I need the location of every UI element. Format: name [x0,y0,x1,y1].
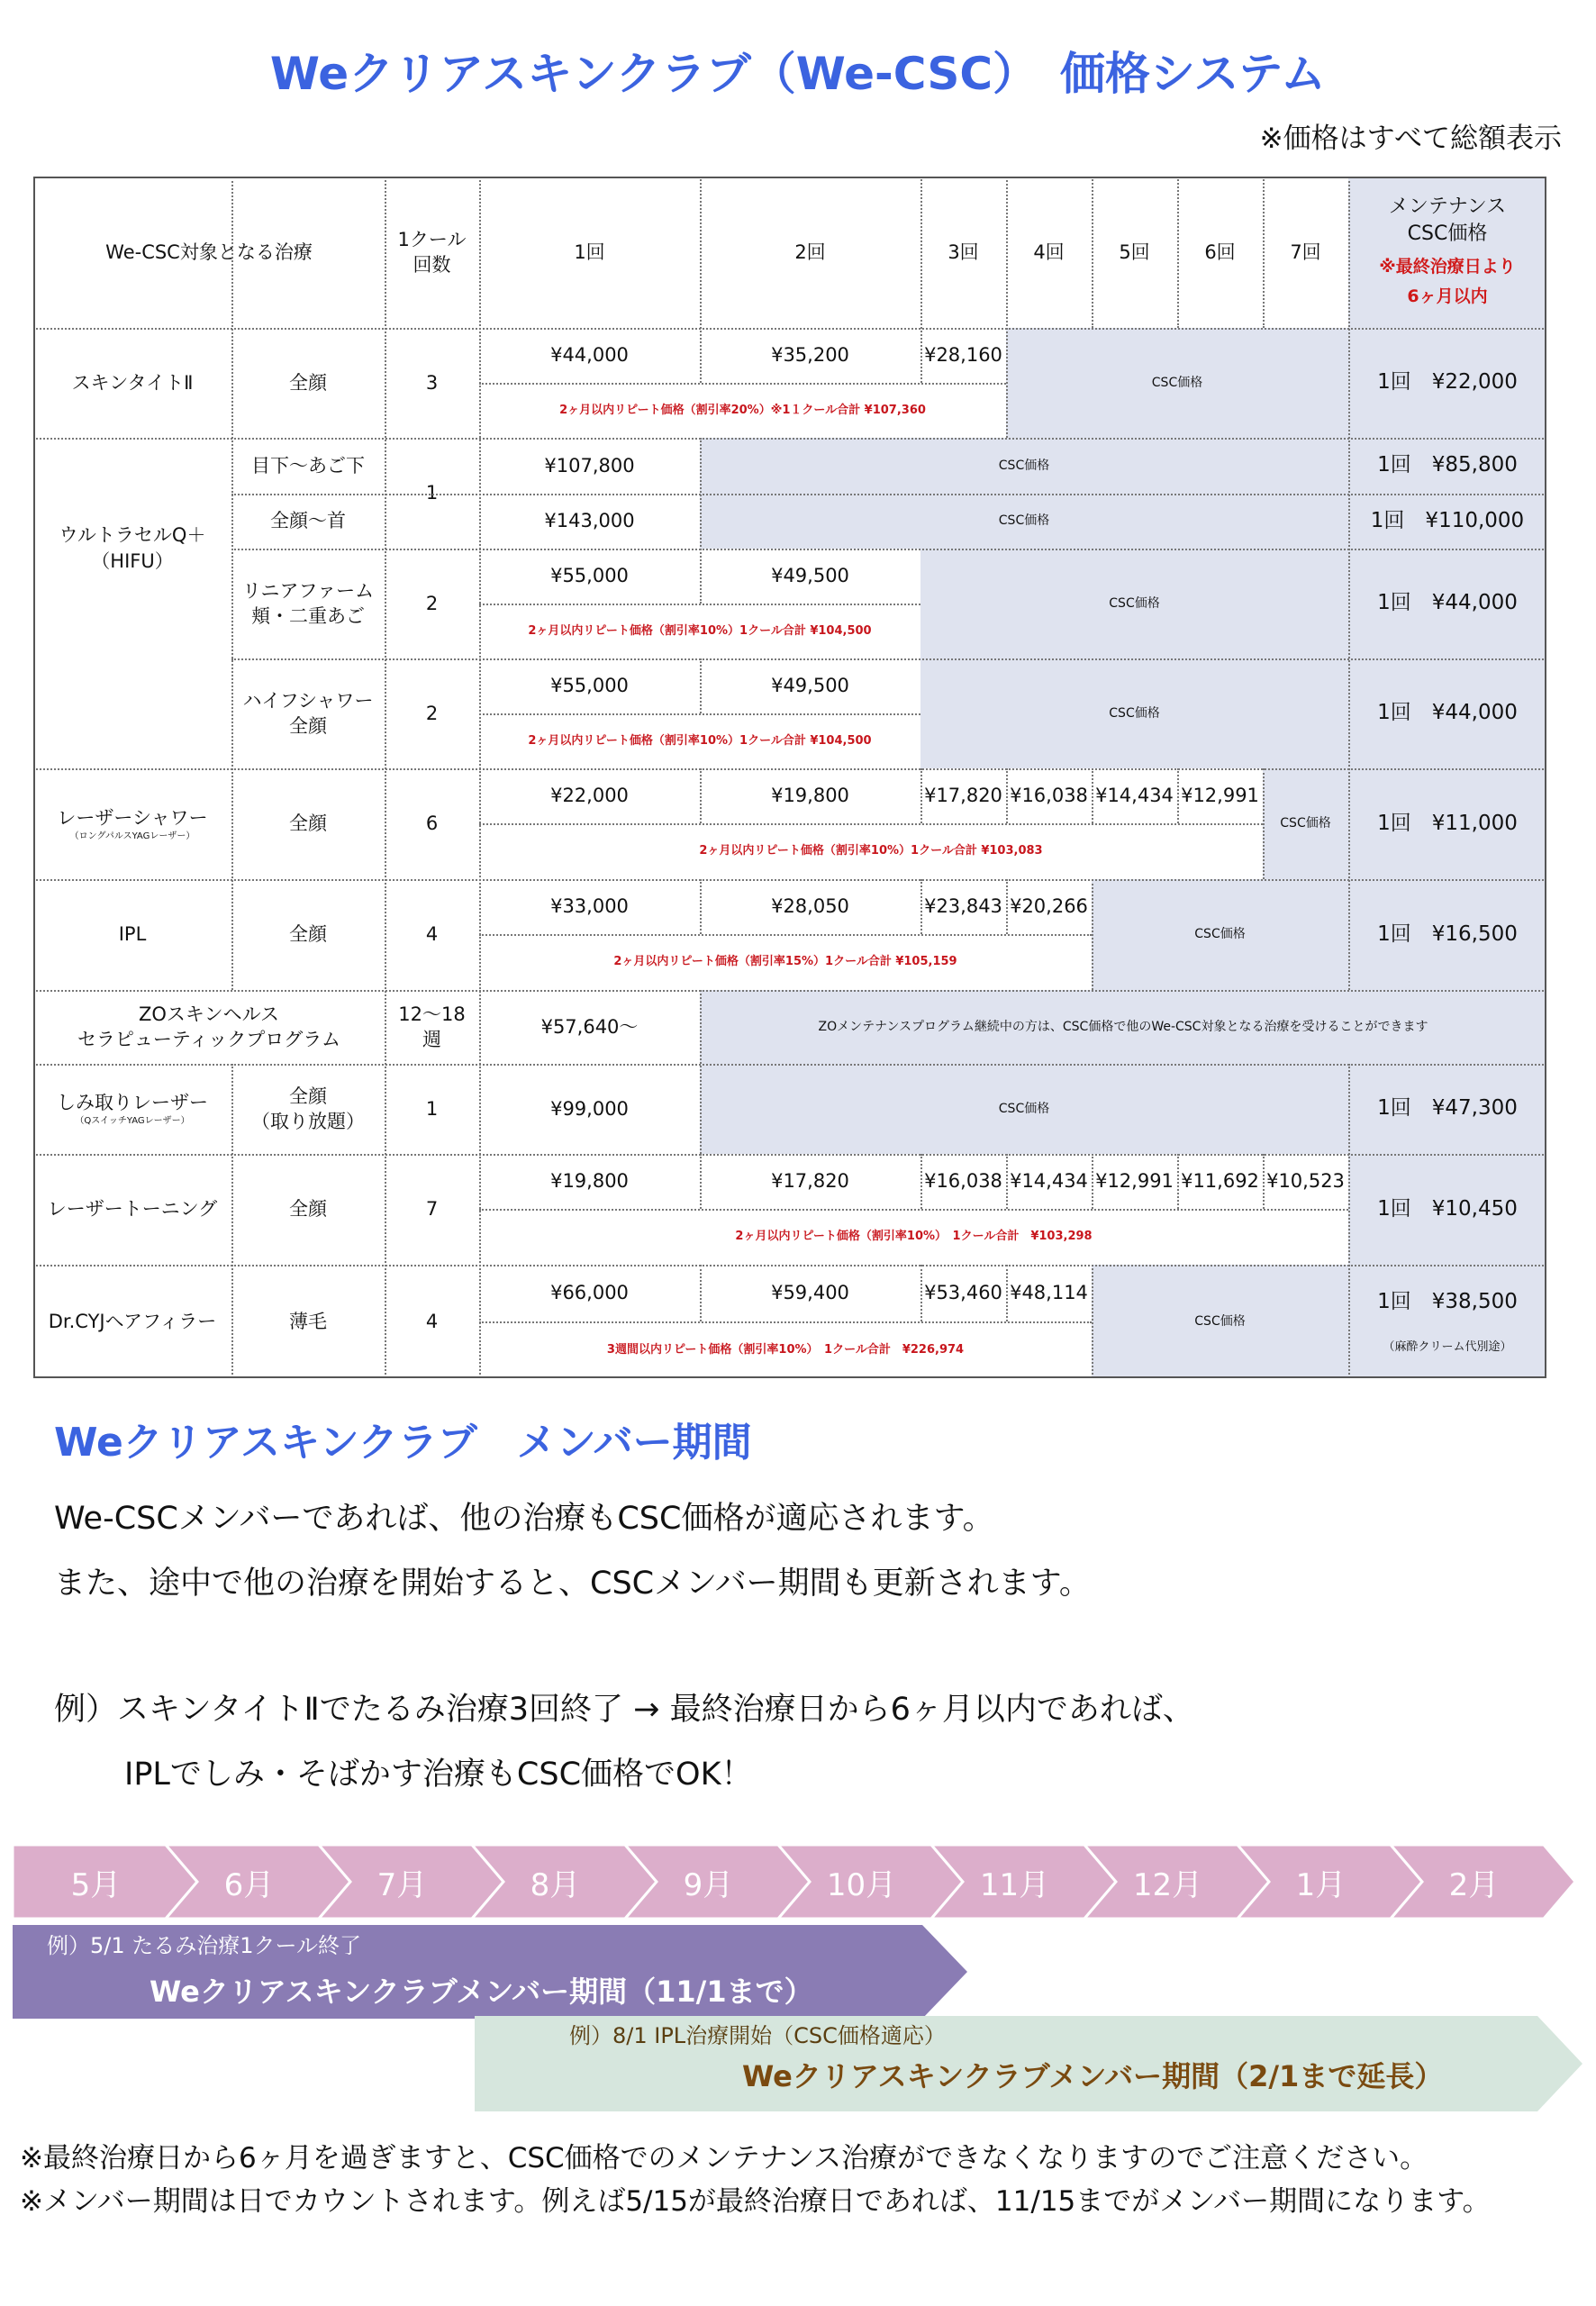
ipl-price-2: ¥28,050 [771,895,849,918]
bar2-caption: 例）8/1 IPL治療開始（CSC価格適応） [569,2023,946,2048]
skintite-name: スキンタイトⅡ [71,371,194,394]
ultra2-area: 全顔～首 [270,510,346,532]
member-text-1: We-CSCメンバーであれば、他の治療もCSC価格が適応されます。 [54,1501,994,1537]
ipl-maint: 1回 ¥16,500 [1377,921,1518,946]
csc-cell: CSC価格 [1092,879,1348,990]
csc-cell: CSC価格 [920,658,1348,768]
month-label: 8月 [530,1866,581,1903]
hair-maint-note: （麻酔クリーム代別途） [1383,1339,1512,1354]
toning-price-7: ¥10,523 [1266,1170,1345,1193]
csc-cell: CSC価格 [1006,328,1348,438]
month-label: 10月 [826,1866,897,1903]
month-label: 12月 [1132,1866,1203,1903]
ipl-count: 4 [425,923,439,946]
header-treatment: We-CSC対象となる治療 [105,241,313,263]
lasershower-price-6: ¥12,991 [1181,785,1259,807]
skintite-price-1: ¥44,000 [550,344,629,367]
ultra1-area: 目下～あご下 [251,454,365,477]
linear-area: リニアファーム 頬・二重あご [241,579,375,627]
ultra1-price: ¥107,800 [544,454,635,477]
toning-name: レーザートーニング [47,1198,218,1221]
header-session-7: 7回 [1290,241,1321,263]
member-text-2: また、途中で他の治療を開始すると、CSCメンバー期間も更新されます。 [54,1566,1091,1602]
hair-area: 薄毛 [289,1310,327,1332]
linear-price-2: ¥49,500 [771,565,849,587]
csc-cell: CSC価格 [700,1064,1348,1154]
hifu-area: ハイフシャワー 全顔 [242,689,374,737]
hair-maint-price: 1回 ¥38,500 [1377,1289,1518,1313]
linear-maint: 1回 ¥44,000 [1377,591,1518,615]
lasershower-price-1: ¥22,000 [550,785,629,807]
skintite-repeat: 2ヶ月以内リピート価格（割引率20%）※1１クール合計 ¥107,360 [559,403,926,417]
hifu-price-2: ¥49,500 [771,675,849,697]
header-count: 1クール 回数 [397,228,467,276]
ultracell-count: 1 [425,482,439,504]
hair-price-2: ¥59,400 [771,1282,849,1304]
csc-cell: CSC価格 [920,549,1348,658]
toning-price-4: ¥14,434 [1010,1170,1088,1193]
hair-price-4: ¥48,114 [1010,1282,1088,1304]
lasershower-price-3: ¥17,820 [924,785,1002,807]
hair-price-3: ¥53,460 [924,1282,1002,1304]
toning-price-3: ¥16,038 [924,1170,1002,1193]
toning-price-5: ¥12,991 [1095,1170,1174,1193]
member-heading: Weクリアスキンクラブ メンバー期間 [54,1420,752,1466]
skintite-price-3: ¥28,160 [924,344,1002,367]
member-example-1: 例）スキンタイトⅡでたるみ治療3回終了 → 最終治療日から6ヶ月以内であれば、 [54,1692,1194,1728]
ultra2-maint: 1回 ¥110,000 [1370,508,1525,532]
lasershower-sub: （ロングパルスYAGレーザー） [69,831,195,841]
hifu-price-1: ¥55,000 [550,675,629,697]
shimi-count: 1 [425,1097,439,1120]
csc-cell: CSC価格 [700,438,1348,494]
ipl-price-3: ¥23,843 [924,895,1002,918]
maint-title: メンテナンス CSC価格 [1388,195,1507,245]
ipl-area: 全顔 [289,923,327,946]
shimi-sub: （QスイッチYAGレーザー） [75,1116,190,1127]
toning-maint: 1回 ¥10,450 [1377,1196,1518,1221]
linear-price-1: ¥55,000 [550,565,629,587]
toning-repeat: 2ヶ月以内リピート価格（割引率10%） 1クール合計 ¥103,298 [735,1230,1093,1244]
month-label: 7月 [376,1866,428,1903]
lasershower-maint: 1回 ¥11,000 [1377,811,1518,835]
lasershower-price-4: ¥16,038 [1010,785,1088,807]
header-session-6: 6回 [1204,241,1236,263]
hair-count: 4 [425,1310,439,1332]
lasershower-title: レーザーシャワー [57,806,208,829]
toning-price-1: ¥19,800 [550,1170,629,1193]
hair-price-1: ¥66,000 [550,1282,629,1304]
ipl-repeat: 2ヶ月以内リピート価格（割引率15%）1クール合計 ¥105,159 [613,955,957,969]
csc-cell: CSC価格 [1263,768,1348,879]
lasershower-price-2: ¥19,800 [771,785,849,807]
linear-repeat: 2ヶ月以内リピート価格（割引率10%）1クール合計 ¥104,500 [528,623,872,638]
linear-count: 2 [425,592,439,614]
price-table [33,177,1546,1378]
hifu-repeat: 2ヶ月以内リピート価格（割引率10%）1クール合計 ¥104,500 [528,733,872,748]
zo-note: ZOメンテナンスプログラム継続中の方は、CSC価格で他のWe-CSC対象となる治療を受けることができます [700,990,1546,1064]
lasershower-repeat: 2ヶ月以内リピート価格（割引率10%）1クール合計 ¥103,083 [699,844,1043,858]
footnote-2: ※メンバー期間は日でカウントされます。例えば5/15が最終治療日であれば、11/15までがメンバー期間になります。 [20,2185,1491,2218]
zo-count: 12～18 週 [398,1003,466,1050]
hair-name: Dr.CYJヘアフィラー [48,1310,217,1332]
toning-price-6: ¥11,692 [1181,1170,1259,1193]
month-label: 1月 [1295,1866,1347,1903]
month-label: 9月 [683,1866,734,1903]
shimi-price: ¥99,000 [550,1097,629,1120]
bar2-title: Weクリアスキンクラブメンバー期間（2/1まで延長） [742,2059,1444,2093]
lasershower-area: 全顔 [289,813,327,835]
page-title: Weクリアスキンクラブ（We-CSC） 価格システム [269,48,1327,100]
csc-cell: CSC価格 [1092,1265,1348,1378]
skintite-maint: 1回 ¥22,000 [1377,370,1518,395]
toning-count: 7 [425,1198,439,1221]
ipl-price-4: ¥20,266 [1010,895,1088,918]
header-session-1: 1回 [574,241,605,263]
skintite-price-2: ¥35,200 [771,344,849,367]
csc-cell: CSC価格 [700,494,1348,549]
shimi-maint: 1回 ¥47,300 [1377,1096,1518,1121]
zo-price: ¥57,640～ [540,1015,639,1038]
lasershower-count: 6 [425,813,439,835]
toning-price-2: ¥17,820 [771,1170,849,1193]
bar1-caption: 例）5/1 たるみ治療1クール終了 [47,1933,362,1958]
bar1-title: Weクリアスキンクラブメンバー期間（11/1まで） [150,1975,813,2009]
hair-repeat: 3週間以内リピート価格（割引率10%） 1クール合計 ¥226,974 [606,1342,965,1357]
header-session-4: 4回 [1033,241,1065,263]
price-note: ※価格はすべて総額表示 [1259,123,1562,155]
maint-note: ※最終治療日より 6ヶ月以内 [1379,257,1516,306]
shimi-title: しみ取りレーザー [57,1092,208,1114]
ultracell-name: ウルトラセルQ＋ （HIFU） [59,524,206,572]
header-session-3: 3回 [948,241,979,263]
table-frame [33,177,1546,1378]
header-session-2: 2回 [794,241,826,263]
month-label: 11月 [979,1866,1050,1903]
ipl-price-1: ¥33,000 [550,895,629,918]
toning-area: 全顔 [289,1198,327,1221]
zo-name: ZOスキンヘルス セラピューティックプログラム [77,1003,341,1050]
skintite-count: 3 [425,371,439,394]
month-timeline [13,1845,1582,1919]
lasershower-price-5: ¥14,434 [1095,785,1174,807]
ipl-name: IPL [118,923,147,946]
hifu-maint: 1回 ¥44,000 [1377,701,1518,725]
skintite-area: 全顔 [289,371,327,394]
header-session-5: 5回 [1119,241,1150,263]
shimi-area: 全顔 （取り放題） [251,1085,365,1132]
member-example-2: IPLでしみ・そばかす治療もCSC価格でOK！ [124,1757,753,1793]
month-label: 2月 [1448,1866,1500,1903]
hifu-count: 2 [425,702,439,724]
ultra2-price: ¥143,000 [544,510,635,532]
month-label: 6月 [223,1866,275,1903]
ultra1-maint: 1回 ¥85,800 [1377,453,1518,477]
month-label: 5月 [70,1866,122,1903]
footnote-1: ※最終治療日から6ヶ月を過ぎますと、CSC価格でのメンテナンス治療ができなくなりますのでご注意ください。 [20,2142,1428,2174]
